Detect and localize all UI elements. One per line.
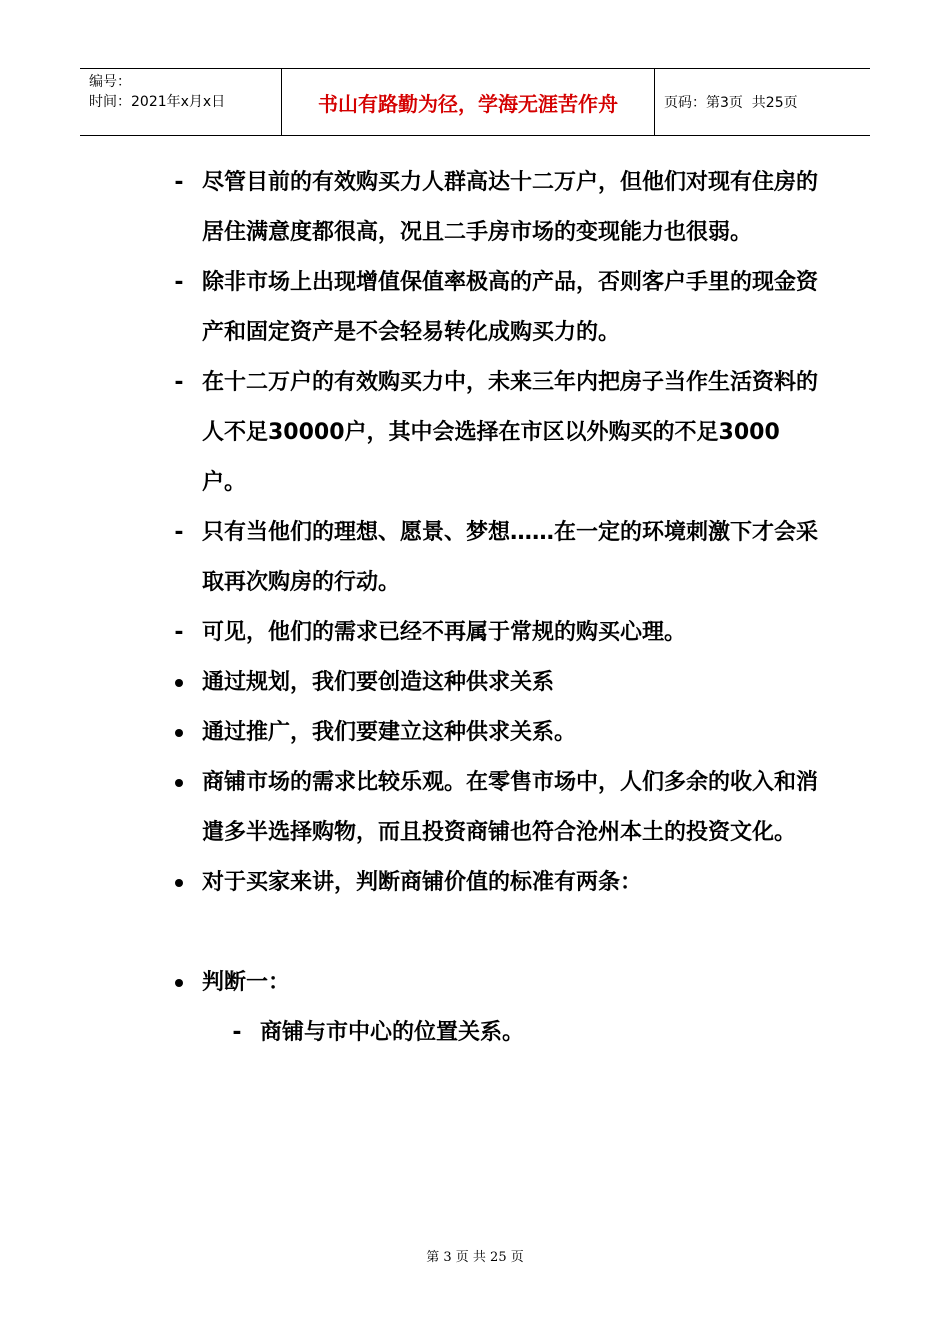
list-item-text: 可见，他们的需求已经不再属于常规的购买心理。 <box>202 620 687 645</box>
dash-marker: - <box>174 620 184 645</box>
list-item-text: 尽管目前的有效购买力人群高达十二万户，但他们对现有住房的居住满意度都很高，况且二手房市场的变现能力也很弱。 <box>202 170 819 245</box>
header-meta <box>80 69 282 135</box>
number-label: 编号： <box>89 74 131 90</box>
list-item-text: 除非市场上出现增值保值率极高的产品，否则客户手里的现金资产和固定资产是不会轻易转化成购买力的。 <box>202 270 819 345</box>
header-motto <box>282 69 655 135</box>
list-item <box>172 258 822 358</box>
list-item <box>172 758 822 858</box>
page-info-text: 页码：第3页 共25页 <box>664 95 798 111</box>
list-item <box>172 608 822 658</box>
blank-line <box>172 908 822 958</box>
dash-marker: - <box>174 370 184 395</box>
list-item-text: 通过推广，我们要建立这种供求关系。 <box>202 720 577 745</box>
header-page-info <box>655 69 870 135</box>
bullet-icon <box>175 679 183 687</box>
page-footer: 第 3 页 共 25 页 <box>426 1250 524 1265</box>
bullet-icon <box>175 729 183 737</box>
list-item-text: 在十二万户的有效购买力中，未来三年内把房子当作生活资料的人不足30000户，其中会选择在市区以外购买的不足3000户。 <box>202 370 819 495</box>
list-item-text: 商铺市场的需求比较乐观。在零售市场中，人们多余的收入和消遣多半选择购物，而且投资商铺也符合沧州本土的投资文化。 <box>202 770 819 845</box>
bullet-icon <box>175 979 183 987</box>
list-item <box>172 858 822 908</box>
sub-list-item <box>230 1008 822 1058</box>
dash-marker: - <box>174 520 184 545</box>
motto-text: 书山有路勤为径，学海无涯苦作舟 <box>318 91 618 116</box>
dash-marker: - <box>232 1020 242 1045</box>
list-item <box>172 508 822 608</box>
list-item <box>172 358 822 508</box>
list-item-text: 判断一： <box>202 970 291 995</box>
bullet-icon <box>175 779 183 787</box>
dash-marker: - <box>174 270 184 295</box>
list-item <box>172 958 822 1008</box>
time-label: 时间：2021年x月x日 <box>89 94 226 110</box>
list-item-text: 通过规划，我们要创造这种供求关系 <box>202 670 555 695</box>
document-header <box>80 68 870 136</box>
list-item <box>172 158 822 258</box>
list-item-text: 只有当他们的理想、愿景、梦想……在一定的环境刺激下才会采取再次购房的行动。 <box>202 520 819 595</box>
list-item <box>172 658 822 708</box>
document-body <box>172 158 822 1058</box>
list-item-text: 对于买家来讲，判断商铺价值的标准有两条： <box>202 870 643 895</box>
list-item-text: 商铺与市中心的位置关系。 <box>260 1020 525 1045</box>
dash-marker: - <box>174 170 184 195</box>
bullet-icon <box>175 879 183 887</box>
list-item <box>172 708 822 758</box>
